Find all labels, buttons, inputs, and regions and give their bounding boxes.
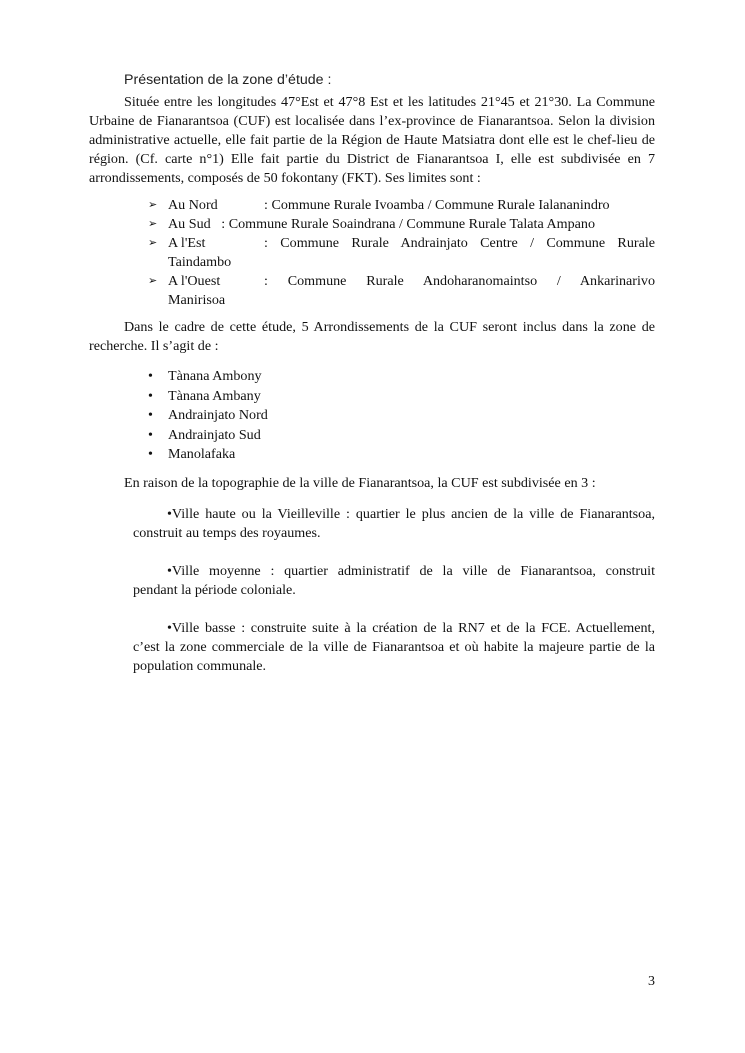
limit-continuation: Manirisoa bbox=[168, 292, 226, 308]
limit-item bbox=[148, 234, 655, 272]
zone-item bbox=[133, 619, 655, 676]
arrow-bullet-icon: ➢ bbox=[148, 275, 158, 287]
list-item: • Tànana Ambany bbox=[148, 387, 268, 407]
arrow-bullet-icon: ➢ bbox=[148, 218, 158, 230]
limit-item bbox=[148, 196, 655, 215]
page-number: 3 bbox=[648, 974, 655, 989]
limit-continuation: Taindambo bbox=[168, 254, 232, 270]
limit-item bbox=[148, 215, 655, 234]
limit-text: : Commune Rurale Ivoamba / Commune Rurale Ialananindro bbox=[264, 197, 610, 213]
intro-paragraph: Située entre les longitudes 47°Est et 47°8 Est et les latitudes 21°45 et 21°30. La Commune Urbaine de Fianarantsoa (CUF) est localisée dans l’ex-province de Fianarantsoa. Selon la division administrative actuelle, elle fait partie de la Région de Haute Matsiatra dont elle est le chef-lieu de région. (Cf. carte n°1) Elle fait partie du District de Fianarantsoa I, elle est subdivisée en 7 arrondissements, composés de 50 fokontany (FKT). Ses limites sont : bbox=[89, 94, 655, 186]
study-scope-paragraph: Dans le cadre de cette étude, 5 Arrondissements de la CUF seront inclus dans la zone de recherche. Il s’agit de : bbox=[89, 319, 655, 354]
list-item: • Manolafaka bbox=[148, 445, 268, 465]
zone-item bbox=[133, 505, 655, 543]
arrow-bullet-icon: ➢ bbox=[148, 199, 158, 211]
limit-direction: Au Sud bbox=[168, 216, 211, 232]
section-heading: Présentation de la zone d’étude : bbox=[124, 72, 332, 88]
list-item: • Tànana Ambony bbox=[148, 367, 268, 387]
zone-first-line: •Ville moyenne : quartier administratif de la ville de Fianarantsoa, construit bbox=[167, 563, 655, 579]
limit-direction: A l'Est bbox=[168, 235, 206, 251]
limit-item bbox=[148, 272, 655, 310]
limit-direction: A l'Ouest bbox=[168, 273, 221, 289]
list-item: • Andrainjato Nord bbox=[148, 406, 268, 426]
zone-rest: pendant la période coloniale. bbox=[133, 582, 296, 598]
zone-item bbox=[133, 562, 655, 600]
list-item: • Andrainjato Sud bbox=[148, 426, 268, 446]
bullet-icon: • bbox=[148, 407, 153, 424]
bullet-icon: • bbox=[148, 426, 153, 443]
bullet-icon: • bbox=[148, 387, 153, 404]
bullet-icon: • bbox=[148, 446, 153, 463]
limit-direction: Au Nord bbox=[168, 197, 218, 213]
topography-paragraph: En raison de la topographie de la ville de Fianarantsoa, la CUF est subdivisée en 3 : bbox=[124, 475, 596, 491]
zone-rest: c’est la zone commerciale de la ville de Fianarantsoa et où habite la majeure partie de la population communale. bbox=[133, 639, 655, 674]
zone-first-line: •Ville basse : construite suite à la création de la RN7 et de la FCE. Actuellement, bbox=[167, 620, 655, 636]
limit-text: : Commune Rurale Andoharanomaintso / Ankarinarivo bbox=[264, 273, 655, 289]
limits-list bbox=[148, 196, 655, 310]
limit-text: : Commune Rurale Soaindrana / Commune Rurale Talata Ampano bbox=[221, 216, 596, 232]
limit-text: : Commune Rurale Andrainjato Centre / Commune Rurale bbox=[264, 235, 655, 251]
arrondissement-list bbox=[148, 367, 268, 465]
arrow-bullet-icon: ➢ bbox=[148, 237, 158, 249]
zone-first-line: •Ville haute ou la Vieilleville : quartier le plus ancien de la ville de Fianarantsoa, bbox=[167, 506, 655, 522]
zone-rest: construit au temps des royaumes. bbox=[133, 525, 321, 541]
bullet-icon: • bbox=[148, 368, 153, 384]
